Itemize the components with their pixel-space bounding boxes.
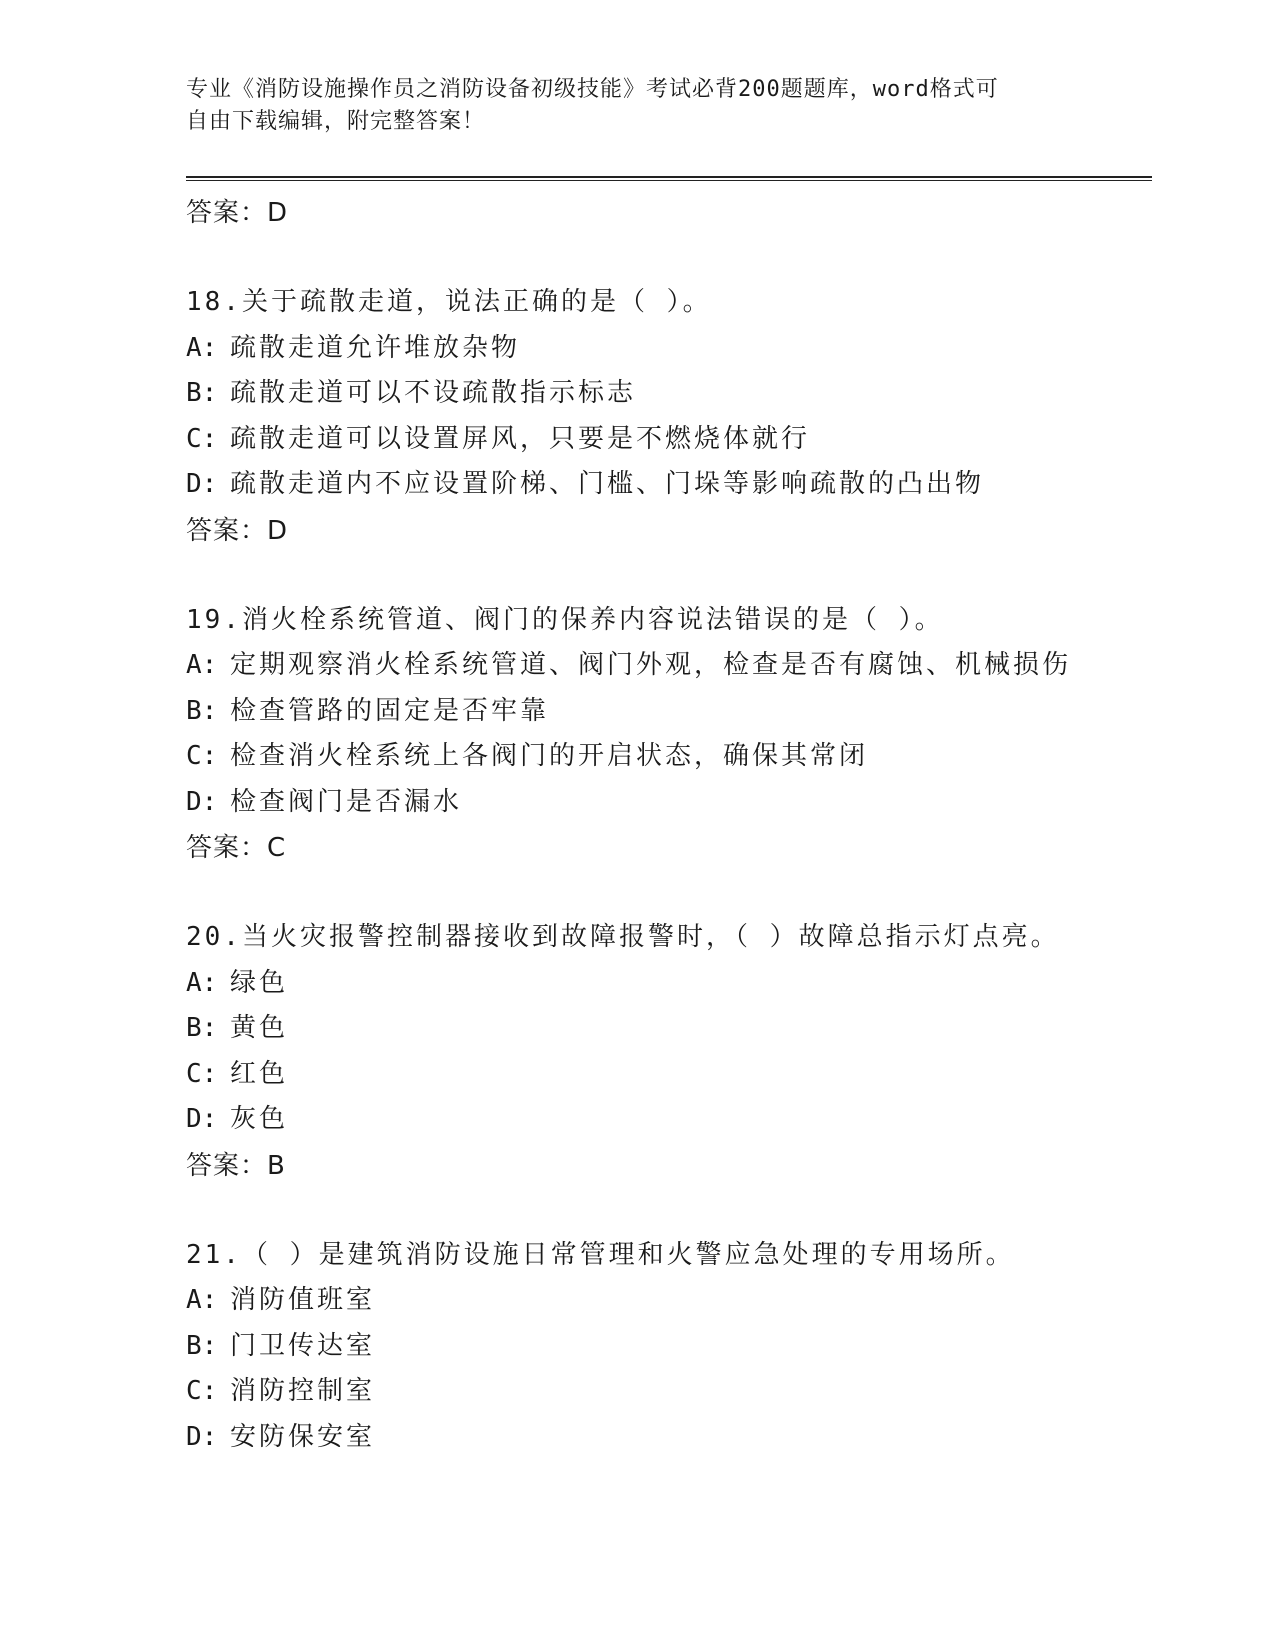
option-a: [186, 643, 1146, 689]
option-d: [186, 462, 1146, 508]
option-letter: D:: [186, 786, 218, 817]
option-letter: C:: [186, 423, 218, 454]
document-header: [186, 74, 1066, 138]
option-text: 疏散走道可以设置屏风，只要是不燃烧体就行: [230, 423, 811, 454]
answer-line: 答案：D: [186, 198, 289, 228]
option-letter: A:: [186, 650, 218, 680]
option-text: 安防保安室: [230, 1421, 376, 1452]
question-20: [186, 915, 1146, 1189]
option-letter: C:: [186, 1058, 218, 1089]
question-19: [186, 598, 1146, 872]
option-d: [186, 1415, 1146, 1461]
option-c: [186, 734, 1146, 780]
option-letter: B:: [186, 695, 218, 726]
option-text: 定期观察消火栓系统管道、阀门外观，检查是否有腐蚀、机械损伤: [230, 650, 1072, 680]
option-text: 检查消火栓系统上各阀门的开启状态，确保其常闭: [230, 741, 869, 771]
option-a: [186, 1278, 1146, 1324]
option-text: 疏散走道允许堆放杂物: [230, 332, 521, 363]
option-b: [186, 371, 1146, 417]
option-b: [186, 1006, 1146, 1052]
question-stem: 19.消火栓系统管道、阀门的保养内容说法错误的是（ ）。: [186, 604, 944, 635]
answer-line: 答案：B: [186, 1150, 286, 1181]
option-letter: B:: [186, 1013, 218, 1043]
question-stem: 20.当火灾报警控制器接收到故障报警时，（ ）故障总指示灯点亮。: [186, 922, 1060, 952]
option-text: 黄色: [230, 1013, 289, 1043]
header-line-1: 专业《消防设施操作员之消防设备初级技能》考试必背200题题库，word格式可: [186, 77, 999, 102]
option-text: 门卫传达室: [230, 1330, 376, 1361]
option-text: 疏散走道内不应设置阶梯、门槛、门垛等影响疏散的凸出物: [230, 469, 985, 499]
option-letter: B:: [186, 378, 218, 408]
option-d: [186, 1097, 1146, 1143]
option-c: [186, 1052, 1146, 1098]
question-stem: 21.（ ）是建筑消防设施日常管理和火警应急处理的专用场所。: [186, 1239, 1015, 1270]
option-letter: A:: [186, 967, 218, 998]
question-21: [186, 1233, 1146, 1461]
option-text: 检查阀门是否漏水: [230, 786, 463, 817]
option-letter: C:: [186, 741, 218, 771]
option-b: [186, 1324, 1146, 1370]
option-c: [186, 417, 1146, 463]
option-a: [186, 326, 1146, 372]
option-letter: D:: [186, 469, 218, 499]
answer-line: 答案：C: [186, 833, 287, 863]
option-letter: B:: [186, 1330, 218, 1361]
option-b: [186, 689, 1146, 735]
option-a: [186, 961, 1146, 1007]
option-text: 绿色: [230, 967, 289, 998]
question-stem: 18.关于疏散走道，说法正确的是（ ）。: [186, 287, 712, 317]
option-letter: A:: [186, 332, 218, 363]
option-text: 红色: [230, 1058, 289, 1089]
option-letter: C:: [186, 1376, 218, 1406]
option-text: 灰色: [230, 1104, 289, 1134]
option-d: [186, 780, 1146, 826]
question-list: [186, 190, 1146, 1460]
option-letter: D:: [186, 1104, 218, 1134]
question-18: [186, 280, 1146, 554]
answer-line: 答案：D: [186, 515, 289, 546]
option-text: 检查管路的固定是否牢靠: [230, 695, 550, 726]
header-divider: [186, 176, 1152, 181]
option-text: 消防控制室: [230, 1376, 376, 1406]
option-c: [186, 1369, 1146, 1415]
option-letter: D:: [186, 1421, 218, 1452]
option-text: 消防值班室: [230, 1285, 376, 1315]
option-letter: A:: [186, 1285, 218, 1315]
option-text: 疏散走道可以不设疏散指示标志: [230, 378, 637, 408]
header-line-2: 自由下载编辑，附完整答案！: [186, 109, 486, 134]
